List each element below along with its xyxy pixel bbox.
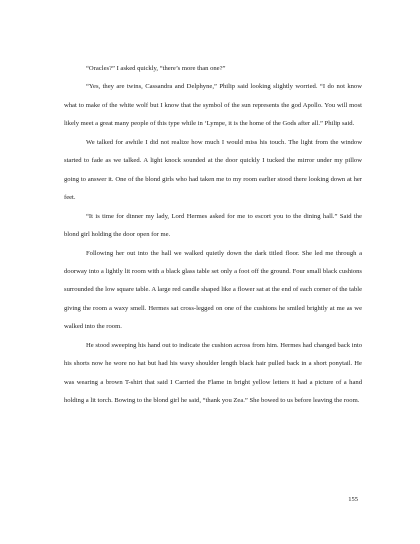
- paragraph: “It is time for dinner my lady, Lord Hermes asked for me to escort you to the dining hall.” Said the blond girl holding the door open for me.: [64, 212, 362, 239]
- paragraph: Following her out into the hall we walked quietly down the dark titled floor. She led me through a doorway into a lightly lit room with a black glass table set only a foot off the ground. Four small black cushions surrounded the low square table. A large red candle shaped like a flower sat at the end of each corner of the table giving the room a waxy smell. Hermes sat cross-legged on one of the cushions he smiled brightly at me as we walked into the room.: [64, 249, 362, 331]
- paragraph: He stood sweeping his hand out to indicate the cushion across from him. Hermes had changed back into his shorts now he wore no hat but had his wavy shoulder length black hair pulled back in a short ponytail. He was wearing a brown T-shirt that said I Carried the Flame in bright yellow letters it had a picture of a hand holding a lit torch. Bowing to the blond girl he said, “thank you Zea.” She bowed to us before leaving the room.: [64, 341, 362, 405]
- paragraph: “Oracles?” I asked quickly, “there’s more than one?”: [86, 65, 226, 72]
- page-number: 155: [348, 496, 358, 503]
- paragraph: We talked for awhile I did not realize how much I would miss his touch. The light from the window started to fade as we talked. A light knock sounded at the door quickly I tucked the mirror under my pillow going to answer it. One of the blond girls who had taken me to my room earlier stood there looking down at her feet.: [64, 138, 362, 202]
- body-text: [64, 60, 362, 411]
- paragraph: “Yes, they are twins, Cassandra and Delphyne,” Philip said looking slightly worried. “I do not know what to make of the white wolf but I know that the symbol of the sun represents the god Apollo. You will most likely meet a great many people of this type while in ‘Lympe, it is the home of the Gods after all.” Philip said.: [64, 83, 362, 128]
